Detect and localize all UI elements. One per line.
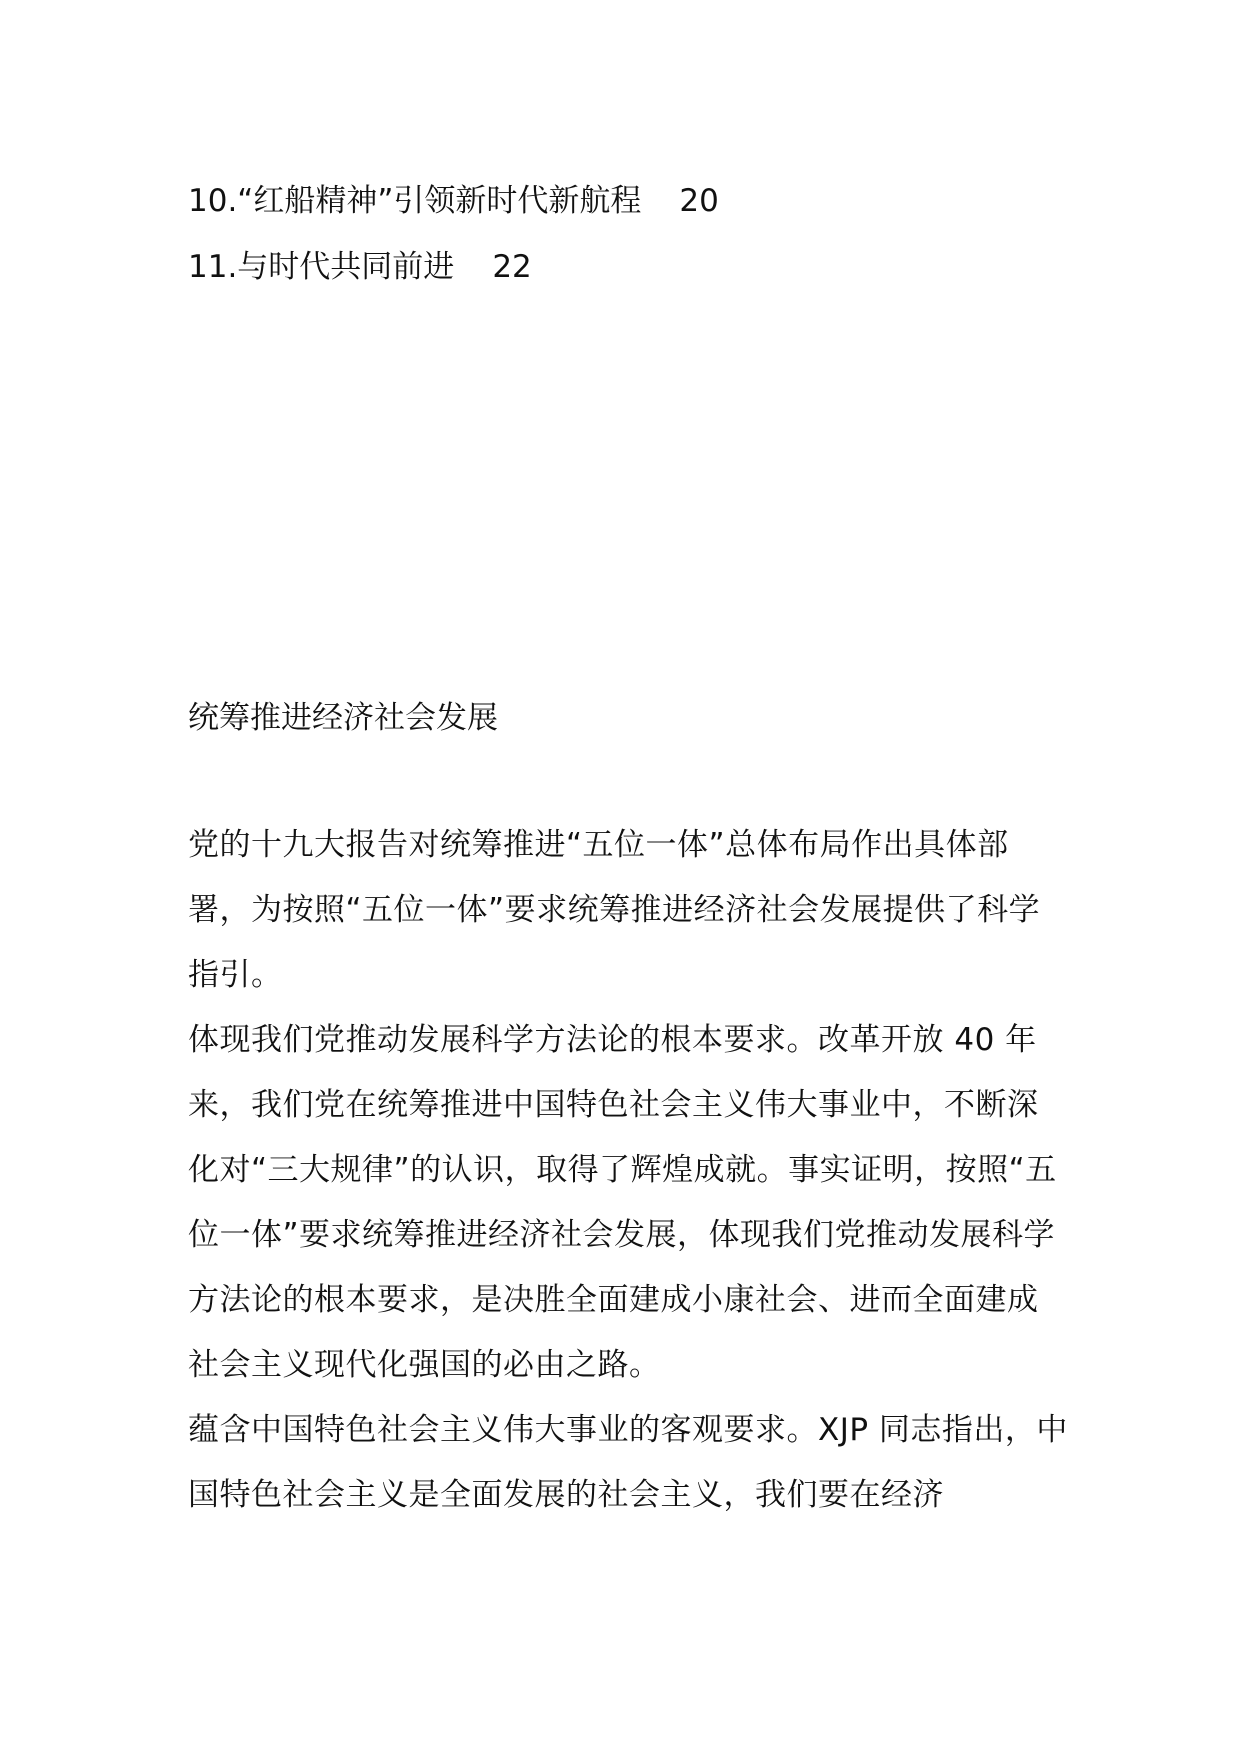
toc-item-label: 10.“红船精神”引领新时代新航程	[188, 183, 642, 219]
paragraph: 党的十九大报告对统筹推进“五位一体”总体布局作出具体部署，为按照“五位一体”要求统筹推进经济社会发展提供了科学指引。	[188, 827, 1041, 993]
toc-page-number: 22	[492, 249, 532, 285]
toc-item-11[interactable]	[188, 234, 1088, 300]
toc-page-number: 20	[679, 183, 719, 219]
body-text	[188, 813, 1068, 1528]
section-title: 统筹推进经济社会发展	[188, 700, 498, 736]
paragraph: 体现我们党推动发展科学方法论的根本要求。改革开放 40 年来，我们党在统筹推进中国特色社会主义伟大事业中，不断深化对“三大规律”的认识，取得了辉煌成就。事实证明，按照“五位一体”要求统筹推进经济社会发展，体现我们党推动发展科学方法论的根本要求，是决胜全面建成小康社会、进而全面建成社会主义现代化强国的必由之路。	[188, 1022, 1057, 1383]
table-of-contents	[188, 168, 1088, 300]
toc-item-10[interactable]	[188, 168, 1088, 234]
paragraph: 蕴含中国特色社会主义伟大事业的客观要求。XJP 同志指出，中国特色社会主义是全面发展的社会主义，我们要在经济	[188, 1412, 1068, 1513]
toc-item-label: 11.与时代共同前进	[188, 249, 455, 285]
